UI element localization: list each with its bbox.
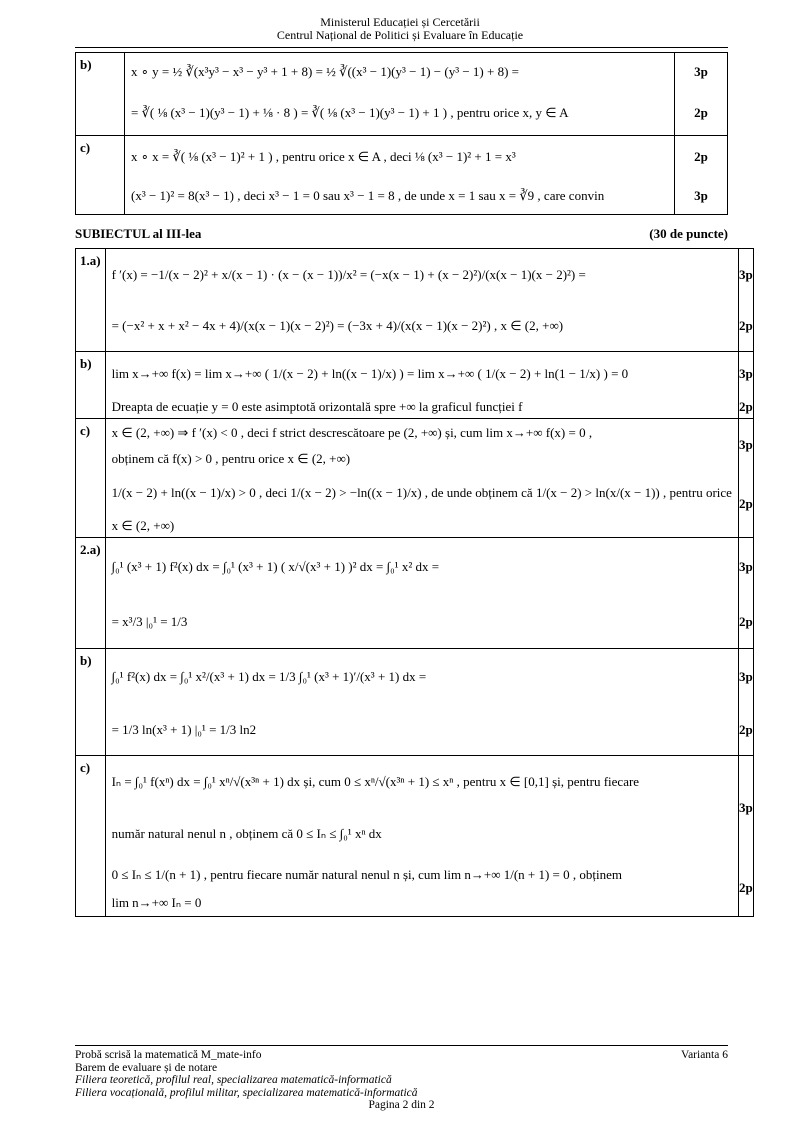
item-label: c) <box>76 419 106 538</box>
item-body <box>125 53 675 136</box>
points-value: 3p <box>738 437 753 452</box>
solution-line: lim x→+∞ f(x) = lim x→+∞ ( 1/(x − 2) + ln((x − 1)/x) ) = lim x→+∞ ( 1/(x − 2) + ln(1 − 1/x) ) = 0 <box>111 366 629 381</box>
solution-line: x ∘ y = ½ ∛(x³y³ − x³ − y³ + 1 + 8) = ½ ∛((x³ − 1)(y³ − 1) − (y³ − 1) + 8) = <box>131 64 520 79</box>
points-value: 2p <box>738 614 753 629</box>
item-body <box>105 649 738 756</box>
page-footer <box>75 1049 728 1112</box>
points-value: 3p <box>738 800 753 815</box>
footer-exam: Probă scrisă la matematică M_mate-info <box>75 1049 262 1061</box>
solution-line: = 1/3 ln(x³ + 1) |₀¹ = 1/3 ln2 <box>111 722 257 737</box>
solution-line: Dreapta de ecuație y = 0 este asimptotă orizontală spre +∞ la graficul funcției f <box>111 399 523 414</box>
solution-line: 0 ≤ Iₙ ≤ 1/(n + 1) , pentru fiecare număr natural nenul n și, cum lim n→+∞ 1/(n + 1) = 0 , obținem <box>111 867 622 882</box>
table-row <box>76 649 754 756</box>
solution-line: = x³/3 |₀¹ = 1/3 <box>111 614 188 629</box>
solution-line: ∫₀¹ f²(x) dx = ∫₀¹ x²/(x³ + 1) dx = 1/3 ∫₀¹ (x³ + 1)′/(x³ + 1) dx = <box>111 669 427 684</box>
footer-barem: Barem de evaluare și de notare <box>75 1061 218 1074</box>
table-row <box>76 419 754 538</box>
section-points: (30 de puncte) <box>649 226 728 241</box>
points-value: 2p <box>694 149 708 164</box>
points-cell <box>738 419 753 538</box>
solution-line: ∫₀¹ (x³ + 1) f²(x) dx = ∫₀¹ (x³ + 1) ( x/√(x³ + 1) )² dx = ∫₀¹ x² dx = <box>111 559 440 574</box>
solution-line: 1/(x − 2) + ln((x − 1)/x) > 0 , deci 1/(x − 2) > −ln((x − 1)/x) , de unde obținem că 1/(x − 2) > ln(x/(x − 1)) , pentru orice <box>111 485 732 500</box>
item-body <box>105 249 738 352</box>
section-heading <box>75 226 728 242</box>
points-cell <box>738 538 753 649</box>
points-cell <box>738 756 753 917</box>
points-value: 3p <box>738 669 753 684</box>
table-row <box>76 53 728 136</box>
item-body <box>105 538 738 649</box>
table-row <box>76 538 754 649</box>
points-value: 2p <box>738 399 753 414</box>
points-cell <box>738 352 753 419</box>
header-center: Centrul Național de Politici și Evaluare în Educație <box>276 28 524 42</box>
points-cell <box>738 249 753 352</box>
item-label: c) <box>76 136 125 215</box>
header-rule <box>75 47 728 48</box>
points-value: 3p <box>738 559 753 574</box>
item-label: c) <box>76 756 106 917</box>
table-row <box>76 249 754 352</box>
subiect-iii-table <box>75 248 754 917</box>
points-value: 3p <box>694 188 708 203</box>
points-value: 3p <box>738 267 753 282</box>
solution-line: = (−x² + x + x² − 4x + 4)/(x(x − 1)(x − 2)²) = (−3x + 4)/(x(x − 1)(x − 2)²) , x ∈ (2, +∞) <box>111 318 564 333</box>
solution-line: = ∛( ⅛ (x³ − 1)(y³ − 1) + ⅛ · 8 ) = ∛( ⅛ (x³ − 1)(y³ − 1) + 1 ) , pentru orice x, y ∈ A <box>131 105 569 120</box>
item-label: 1.a) <box>76 249 106 352</box>
solution-line: Iₙ = ∫₀¹ f(xⁿ) dx = ∫₀¹ xⁿ/√(x³ⁿ + 1) dx și, cum 0 ≤ xⁿ/√(x³ⁿ + 1) ≤ xⁿ , pentru x ∈ [0,1] și, pentru fiecare <box>111 774 640 789</box>
footer-filiera-teoretica: Filiera teoretică, profilul real, specializarea matematică-informatică <box>75 1074 392 1086</box>
solution-line: x ∘ x = ∛( ⅛ (x³ − 1)² + 1 ) , pentru orice x ∈ A , deci ⅛ (x³ − 1)² + 1 = x³ <box>131 149 516 164</box>
points-cell <box>675 136 728 215</box>
points-cell <box>738 649 753 756</box>
footer-variant: Varianta 6 <box>681 1049 728 1061</box>
solution-line: x ∈ (2, +∞) <box>111 518 175 533</box>
points-value: 2p <box>738 722 753 737</box>
points-value: 3p <box>738 366 753 381</box>
solution-line: număr natural nenul n , obținem că 0 ≤ Iₙ ≤ ∫₀¹ xⁿ dx <box>111 826 382 841</box>
solution-line: (x³ − 1)² = 8(x³ − 1) , deci x³ − 1 = 0 sau x³ − 1 = 8 , de unde x = 1 sau x = ∛9 , care convin <box>131 188 605 203</box>
page-number: Pagina 2 din 2 <box>368 1099 435 1111</box>
footer-row <box>75 1049 728 1062</box>
points-value: 2p <box>738 496 753 511</box>
item-body <box>105 756 738 917</box>
solution-line: obținem că f(x) > 0 , pentru orice x ∈ (2, +∞) <box>111 451 351 466</box>
item-label: b) <box>76 352 106 419</box>
points-cell <box>675 53 728 136</box>
section-title: SUBIECTUL al III-lea <box>75 226 202 241</box>
solution-line: x ∈ (2, +∞) ⇒ f ′(x) < 0 , deci f strict descrescătoare pe (2, +∞) și, cum lim x→+∞ f(x) = 0 , <box>111 425 593 440</box>
solution-line: lim n→+∞ Iₙ = 0 <box>111 895 202 910</box>
points-value: 2p <box>738 880 753 895</box>
item-label: b) <box>76 649 106 756</box>
points-value: 2p <box>738 318 753 333</box>
subiect-ii-table <box>75 52 728 215</box>
item-label: b) <box>76 53 125 136</box>
page-header <box>0 16 800 42</box>
item-label: 2.a) <box>76 538 106 649</box>
solution-line: f ′(x) = −1/(x − 2)² + x/(x − 1) · (x − (x − 1))/x² = (−x(x − 1) + (x − 2)²)/(x(x − 1)(x − 2)²) = <box>111 267 586 282</box>
table-row <box>76 352 754 419</box>
points-value: 2p <box>694 105 708 120</box>
footer-rule <box>75 1045 728 1046</box>
points-value: 3p <box>694 64 708 79</box>
item-body <box>125 136 675 215</box>
table-row <box>76 756 754 917</box>
table-row <box>76 136 728 215</box>
footer-filiera-vocationala: Filiera vocațională, profilul militar, specializarea matematică-informatică <box>75 1086 418 1099</box>
item-body <box>105 352 738 419</box>
header-ministry: Ministerul Educației și Cercetării <box>320 15 480 29</box>
item-body <box>105 419 738 538</box>
